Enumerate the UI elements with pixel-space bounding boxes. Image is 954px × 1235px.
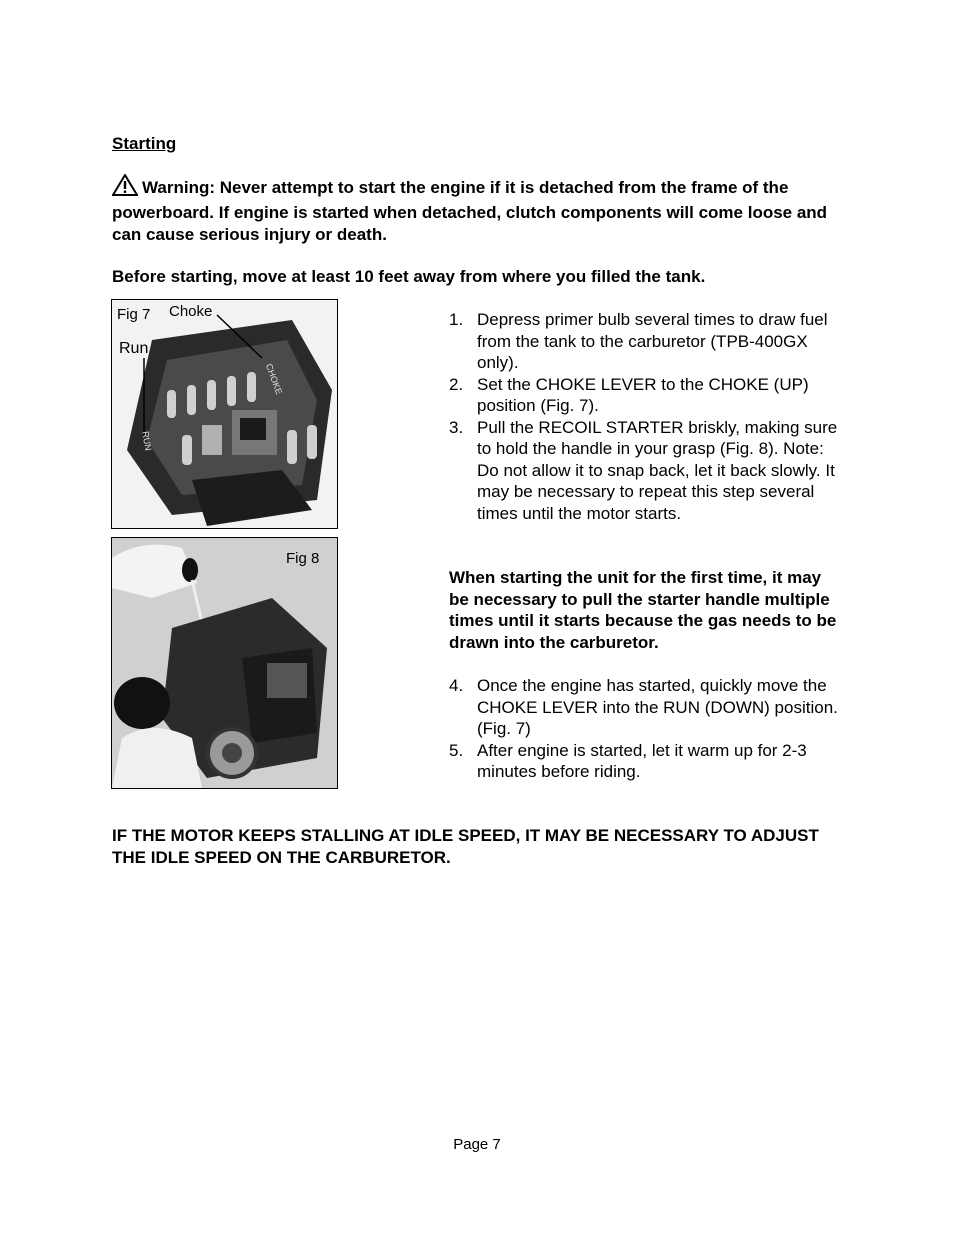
page-number: Page 7 [453,1136,501,1153]
step-text: Once the engine has started, quickly move the CHOKE LEVER into the RUN (DOWN) position. (Fig. 7) [477,676,838,738]
step-text: Depress primer bulb several times to draw fuel from the tank to the carburetor (TPB-400GX only). [477,310,828,372]
list-item [449,309,844,374]
fig7-engraved-run: RUN [140,430,154,452]
list-item [449,740,844,783]
after-start-steps-list [449,675,844,783]
warning-text: Warning: Never attempt to start the engine if it is detached from the frame of the powerboard. If engine is started when detached, clutch components will come loose and can cause serious injury or death. [112,178,828,244]
step-number: 1. [449,310,464,329]
fig8-label: Fig 8 [286,550,320,567]
fig7-choke-label: Choke [169,303,213,320]
first-time-note: When starting the unit for the first time, it may be necessary to pull the starter handle multiple times until it starts because the gas needs to be drawn into the carburetor. [449,568,837,652]
step-number: 3. [449,417,464,437]
before-starting-note: Before starting, move at least 10 feet away from where you filled the tank. [112,267,706,286]
figure-7-image [111,299,338,529]
step-text: Pull the RECOIL STARTER briskly, making sure to hold the handle in your grasp (Fig. 8). Note: Do not allow it to snap back, let it back slowly. It may be necessary to repeat this step several times until the motor starts. [477,417,838,523]
figure-8-image [111,537,338,789]
fig7-run-label: Run [119,340,149,357]
warning-triangle-icon [112,174,138,202]
step-text: After engine is started, let it warm up for 2-3 minutes before riding. [477,740,807,781]
fig7-label: Fig 7 [117,306,151,323]
list-item [449,675,844,740]
stalling-note: IF THE MOTOR KEEPS STALLING AT IDLE SPEED, IT MAY BE NECESSARY TO ADJUST THE IDLE SPEED ON THE CARBURETOR. [112,826,819,867]
list-item [449,417,844,525]
step-text: Set the CHOKE LEVER to the CHOKE (UP) position (Fig. 7). [477,374,809,415]
step-number: 4. [449,676,464,695]
list-item [449,374,844,417]
fig7-engraved-choke: CHOKE [263,362,285,396]
step-number: 2. [449,374,464,394]
section-title: Starting [112,134,177,153]
starting-steps-list [449,309,844,524]
warning-paragraph [112,174,842,246]
step-number: 5. [449,740,464,760]
